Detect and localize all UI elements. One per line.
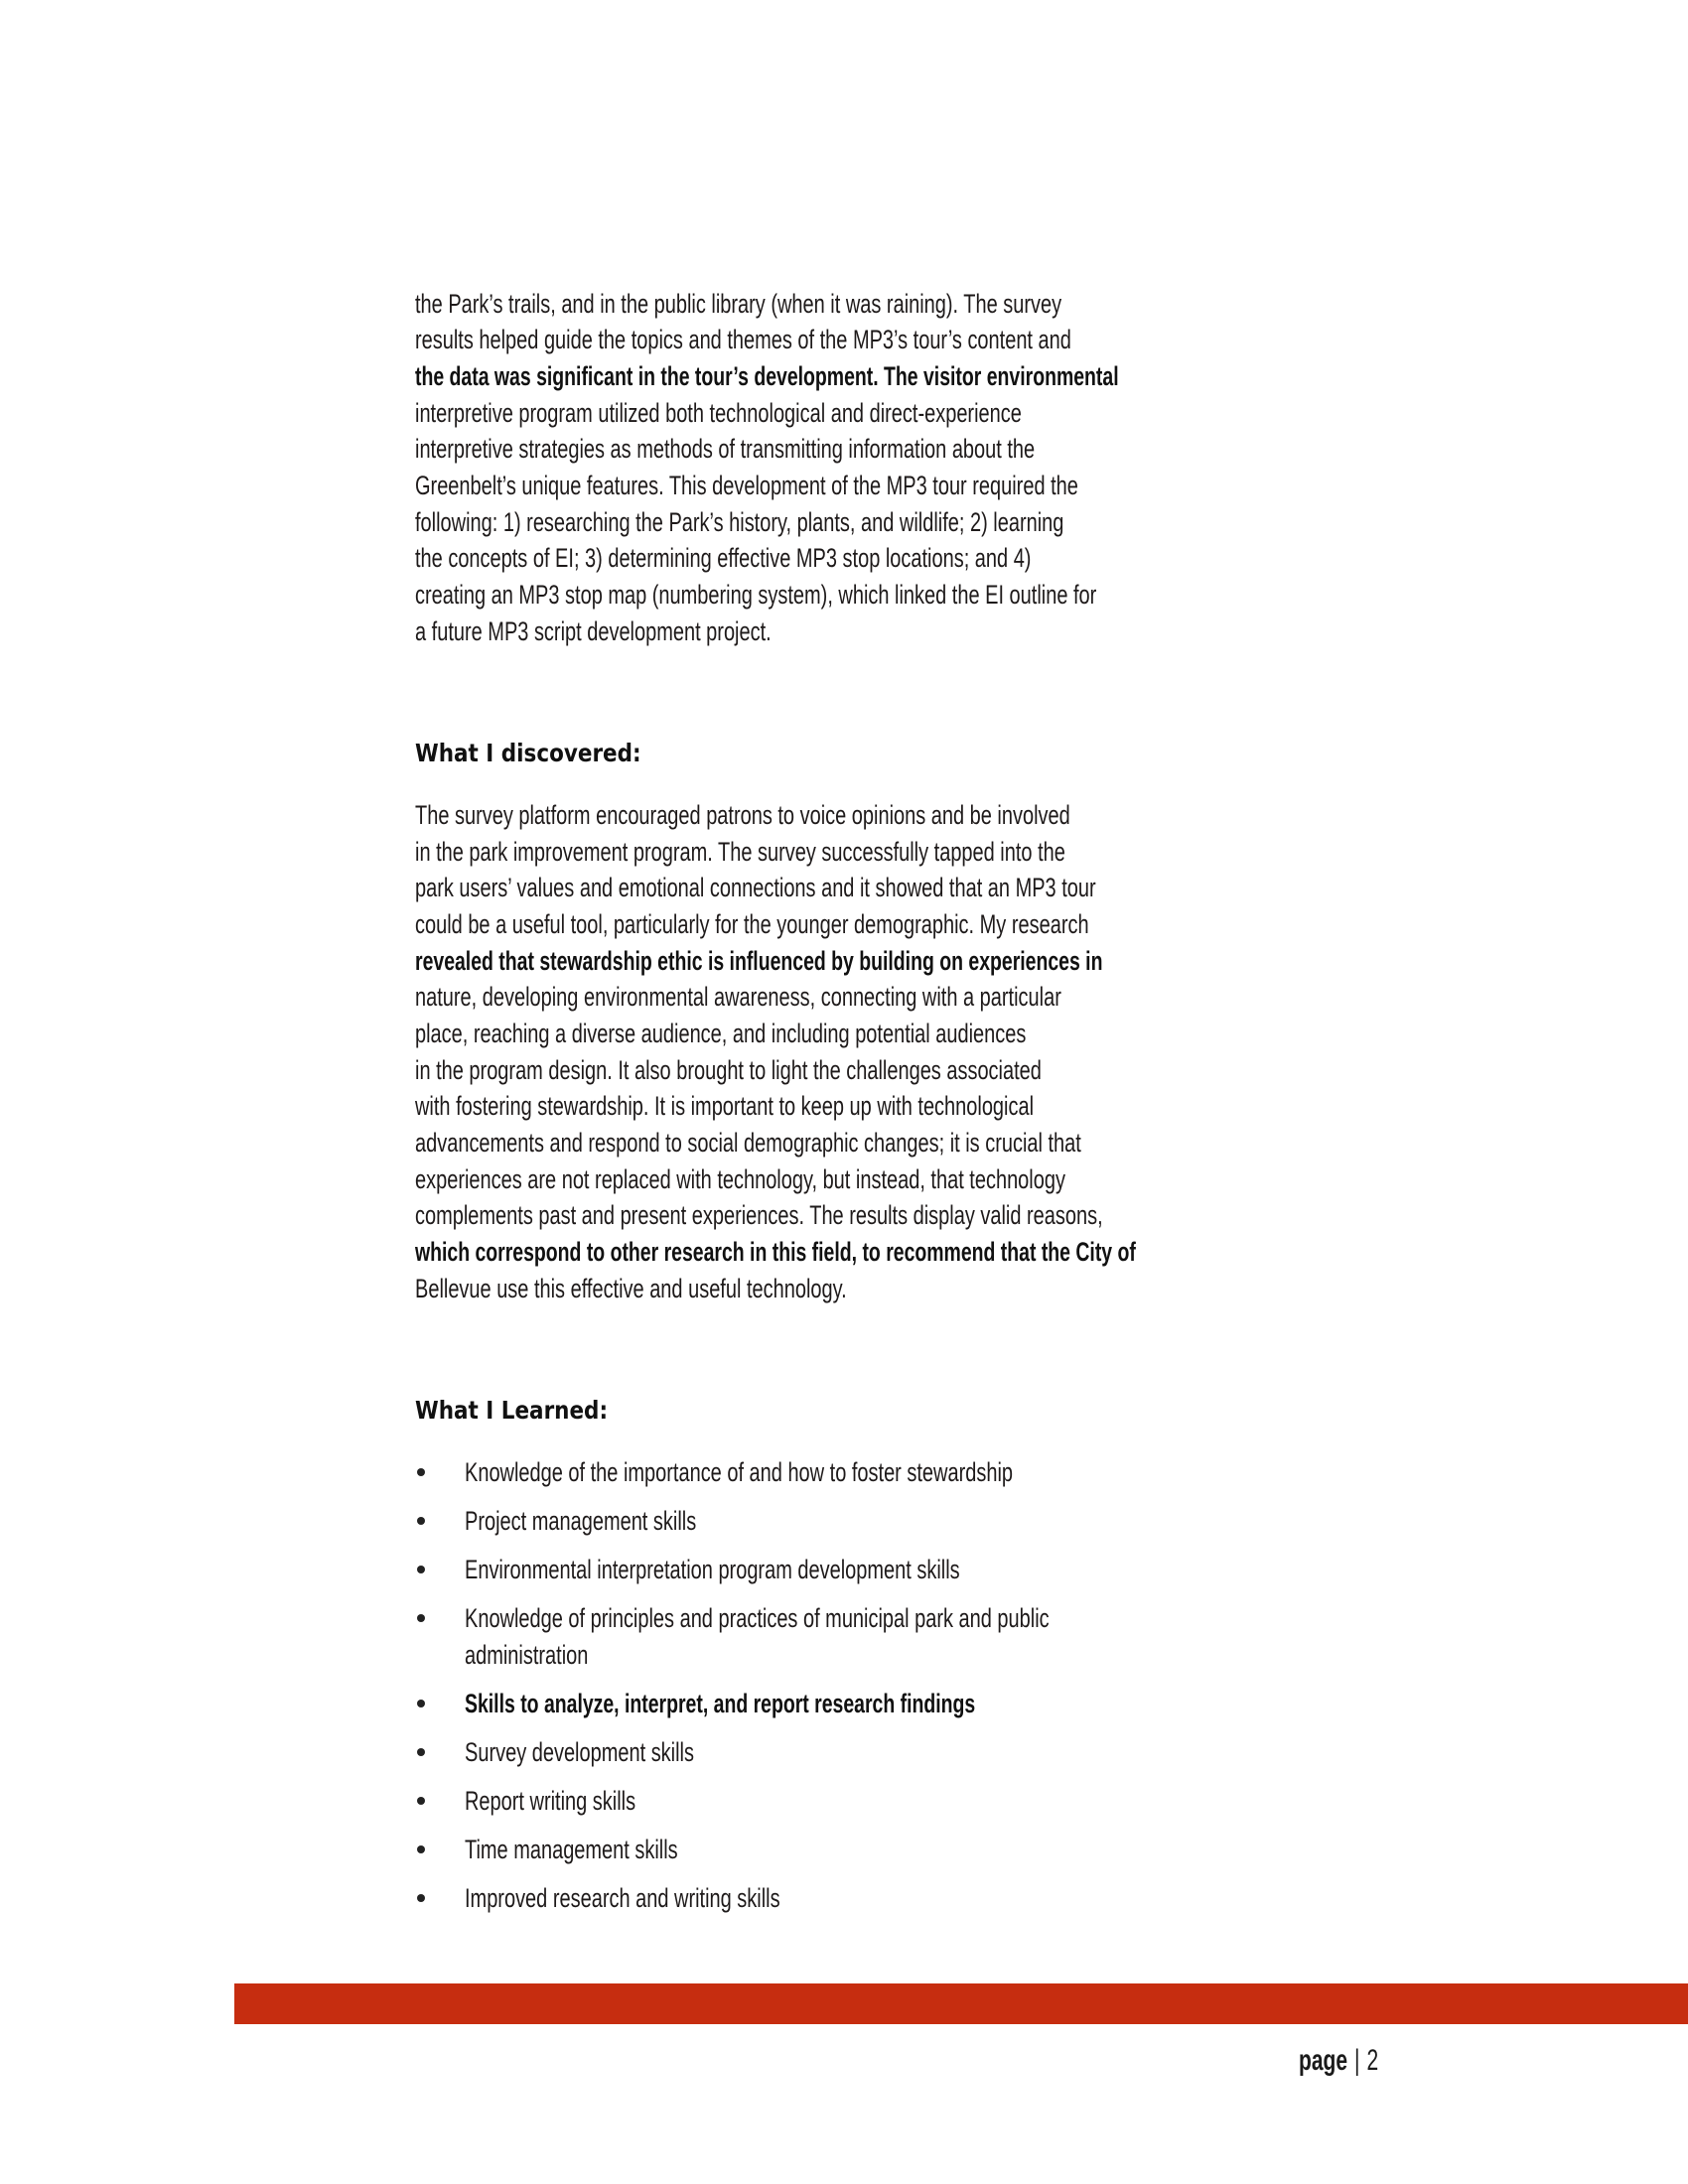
text-line: The survey platform encouraged patrons to voice opinions and be involved	[415, 800, 1070, 830]
text-line: a future MP3 script development project.	[415, 616, 772, 646]
bullet-icon	[417, 1517, 425, 1525]
text-line-bold: the data was significant in the tour’s development. The visitor environmental	[415, 361, 1119, 391]
text-line: the Park’s trails, and in the public library (when it was raining). The survey	[415, 289, 1062, 319]
list-item-text: Knowledge of the importance of and how to foster stewardship	[465, 1457, 1014, 1487]
text-line: results helped guide the topics and themes of the MP3’s tour’s content and	[415, 325, 1071, 354]
text-line: the concepts of EI; 3) determining effective MP3 stop locations; and 4)	[415, 543, 1032, 573]
text-line: Greenbelt’s unique features. This development of the MP3 tour required the	[415, 471, 1078, 500]
list-item-text: Project management skills	[465, 1506, 697, 1536]
list-item-text: Improved research and writing skills	[465, 1883, 780, 1913]
text-line: with fostering stewardship. It is important to keep up with technological	[415, 1091, 1035, 1121]
page-label: page	[1299, 2044, 1348, 2077]
list-item-text: Time management skills	[465, 1835, 678, 1864]
text-line: advancements and respond to social demographic changes; it is crucial that	[415, 1128, 1081, 1158]
bullet-icon	[417, 1748, 425, 1756]
page-number	[1299, 2043, 1378, 2079]
text-line: interpretive strategies as methods of transmitting information about the	[415, 434, 1036, 464]
text-line: interpretive program utilized both technological and direct-experience	[415, 398, 1022, 428]
bullet-icon	[417, 1468, 425, 1476]
text-line: complements past and present experiences. The results display valid reasons,	[415, 1200, 1103, 1230]
bullet-icon	[417, 1566, 425, 1573]
list-item-text: Environmental interpretation program development skills	[465, 1555, 960, 1584]
text-line: park users’ values and emotional connections and it showed that an MP3 tour	[415, 873, 1096, 902]
text-line: creating an MP3 stop map (numbering system), which linked the EI outline for	[415, 580, 1097, 610]
text-line: following: 1) researching the Park’s history, plants, and wildlife; 2) learning	[415, 507, 1064, 537]
bullet-icon	[417, 1845, 425, 1853]
bullet-icon	[417, 1700, 425, 1707]
section-heading-discovered: What I discovered:	[415, 739, 641, 767]
text-line: in the park improvement program. The survey successfully tapped into the	[415, 837, 1065, 867]
text-line: nature, developing environmental awareness, connecting with a particular	[415, 982, 1061, 1012]
bullet-icon	[417, 1614, 425, 1622]
list-item-text: Report writing skills	[465, 1786, 636, 1816]
list-item-text: Survey development skills	[465, 1737, 694, 1767]
page-separator: |	[1354, 2044, 1360, 2077]
page-number-value: 2	[1366, 2044, 1379, 2077]
text-line: place, reaching a diverse audience, and including potential audiences	[415, 1019, 1027, 1048]
text-line: Bellevue use this effective and useful technology.	[415, 1274, 847, 1303]
text-line: in the program design. It also brought to light the challenges associated	[415, 1055, 1042, 1085]
list-item-text: Knowledge of principles and practices of municipal park and public	[465, 1603, 1050, 1633]
bullet-icon	[417, 1894, 425, 1902]
list-item-text: administration	[465, 1640, 589, 1670]
footer-accent-bar	[234, 1983, 1688, 2024]
text-line-bold: which correspond to other research in this field, to recommend that the City of	[415, 1237, 1136, 1267]
list-item-text-bold: Skills to analyze, interpret, and report research findings	[465, 1689, 976, 1718]
section-heading-learned: What I Learned:	[415, 1396, 609, 1425]
text-line: could be a useful tool, particularly for the younger demographic. My research	[415, 909, 1089, 939]
text-line: experiences are not replaced with technology, but instead, that technology	[415, 1164, 1065, 1194]
text-line-bold: revealed that stewardship ethic is influenced by building on experiences in	[415, 946, 1103, 976]
bullet-icon	[417, 1797, 425, 1805]
